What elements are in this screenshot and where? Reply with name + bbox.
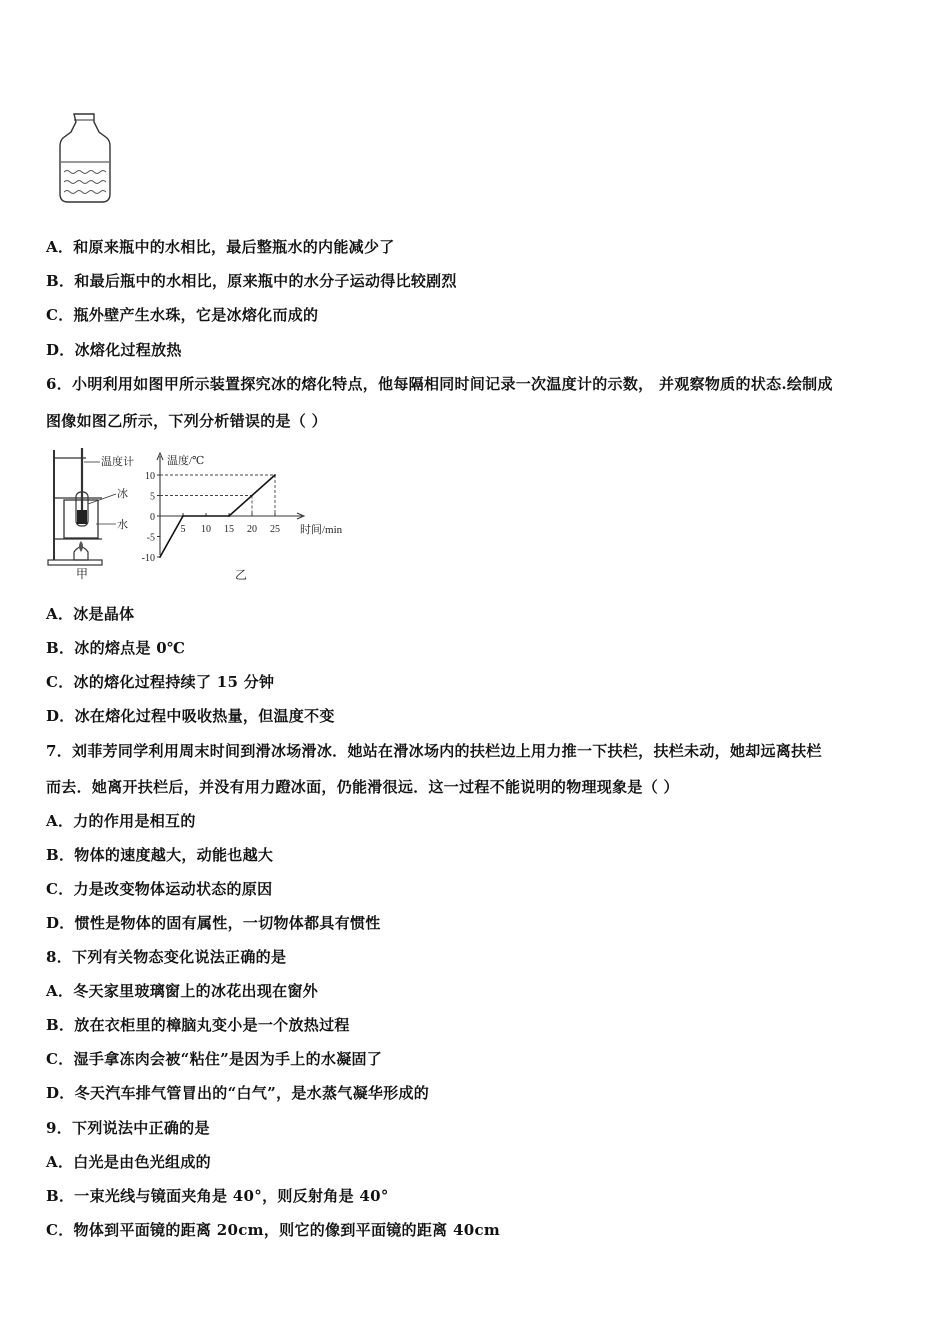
x-tick-label: 5 bbox=[180, 524, 186, 535]
bottle-figure bbox=[52, 110, 118, 206]
stand-base bbox=[48, 560, 102, 565]
label-yi: 乙 bbox=[235, 568, 248, 582]
q7-option-c: C．力是改变物体运动状态的原因 bbox=[46, 880, 273, 898]
q8-option-b: B．放在衣柜里的樟脑丸变小是一个放热过程 bbox=[46, 1016, 350, 1034]
y-tick-label: 0 bbox=[150, 512, 155, 523]
bottle-water-wave-3 bbox=[64, 191, 106, 194]
q6-option-d: D．冰在熔化过程中吸收热量，但温度不变 bbox=[46, 707, 335, 725]
temperature-point bbox=[274, 474, 276, 476]
y-tick-label: 5 bbox=[150, 491, 155, 503]
y-axis-label: 温度/℃ bbox=[167, 455, 205, 467]
q9-option-b: B．一束光线与镜面夹角是 40°，则反射角是 40° bbox=[46, 1187, 389, 1205]
label-water: 水 bbox=[117, 519, 128, 531]
q5-option-d: D．冰熔化过程放热 bbox=[46, 341, 182, 359]
q9-stem: 9．下列说法中正确的是 bbox=[46, 1119, 210, 1137]
temperature-point bbox=[228, 515, 230, 517]
y-tick-label: 10 bbox=[145, 471, 155, 482]
q7-option-a: A．力的作用是相互的 bbox=[46, 812, 196, 830]
apparatus-figure bbox=[44, 444, 144, 584]
label-thermometer: 温度计 bbox=[101, 456, 134, 468]
label-jia: 甲 bbox=[76, 567, 89, 581]
q9-option-c: C．物体到平面镜的距离 20cm，则它的像到平面镜的距离 40cm bbox=[46, 1221, 501, 1239]
q7-stem-line2: 而去．她离开扶栏后，并没有用力蹬冰面，仍能滑很远．这一过程不能说明的物理现象是（ ） bbox=[46, 778, 679, 796]
x-tick-label: 20 bbox=[247, 524, 257, 535]
label-ice: 冰 bbox=[117, 488, 128, 500]
x-axis-label: 时间/min bbox=[300, 524, 343, 536]
y-tick-label: -10 bbox=[141, 553, 155, 564]
ice-label-line bbox=[88, 494, 116, 504]
bottle-water-wave-2 bbox=[64, 181, 106, 184]
q7-option-d: D．惯性是物体的固有属性，一切物体都具有惯性 bbox=[46, 914, 381, 932]
q5-option-b: B．和最后瓶中的水相比，原来瓶中的水分子运动得比较剧烈 bbox=[46, 272, 457, 290]
q5-option-a: A．和原来瓶中的水相比，最后整瓶水的内能减少了 bbox=[46, 238, 395, 256]
temperature-chart bbox=[140, 448, 352, 584]
bottle-outline bbox=[60, 114, 110, 202]
flame-icon bbox=[79, 541, 83, 552]
q8-option-a: A．冬天家里玻璃窗上的冰花出现在窗外 bbox=[46, 982, 319, 1000]
q6-stem-line1: 6．小明利用如图甲所示装置探究冰的熔化特点，他每隔相同时间记录一次温度计的示数， 并观察物质的状态.绘制成 bbox=[46, 375, 833, 393]
temperature-point bbox=[159, 556, 161, 558]
y-tick-label: -5 bbox=[146, 532, 155, 544]
q6-option-b: B．冰的熔点是 0℃ bbox=[46, 639, 186, 657]
q8-option-c: C．湿手拿冻肉会被“粘住”是因为手上的水凝固了 bbox=[46, 1050, 383, 1068]
q5-option-c: C．瓶外壁产生水珠，它是冰熔化而成的 bbox=[46, 306, 319, 324]
x-tick-label: 15 bbox=[224, 524, 234, 535]
q6-option-a: A．冰是晶体 bbox=[46, 605, 135, 623]
x-tick-label: 10 bbox=[201, 524, 211, 535]
temperature-point bbox=[182, 515, 184, 517]
q6-stem-line2: 图像如图乙所示，下列分析错误的是（ ） bbox=[46, 412, 327, 430]
ice-chunk bbox=[77, 510, 87, 524]
x-tick-label: 25 bbox=[270, 524, 280, 535]
q6-option-c: C．冰的熔化过程持续了 15 分钟 bbox=[46, 673, 275, 691]
q9-option-a: A．白光是由色光组成的 bbox=[46, 1153, 211, 1171]
q8-option-d: D．冬天汽车排气管冒出的“白气”，是水蒸气凝华形成的 bbox=[46, 1084, 430, 1102]
q7-option-b: B．物体的速度越大，动能也越大 bbox=[46, 846, 274, 864]
q7-stem-line1: 7．刘菲芳同学利用周末时间到滑冰场滑冰．她站在滑冰场内的扶栏边上用力推一下扶栏，扶栏未动，她却远离扶栏 bbox=[46, 742, 822, 760]
q8-stem: 8．下列有关物态变化说法正确的是 bbox=[46, 948, 287, 966]
bottle-water-wave-1 bbox=[64, 171, 106, 174]
